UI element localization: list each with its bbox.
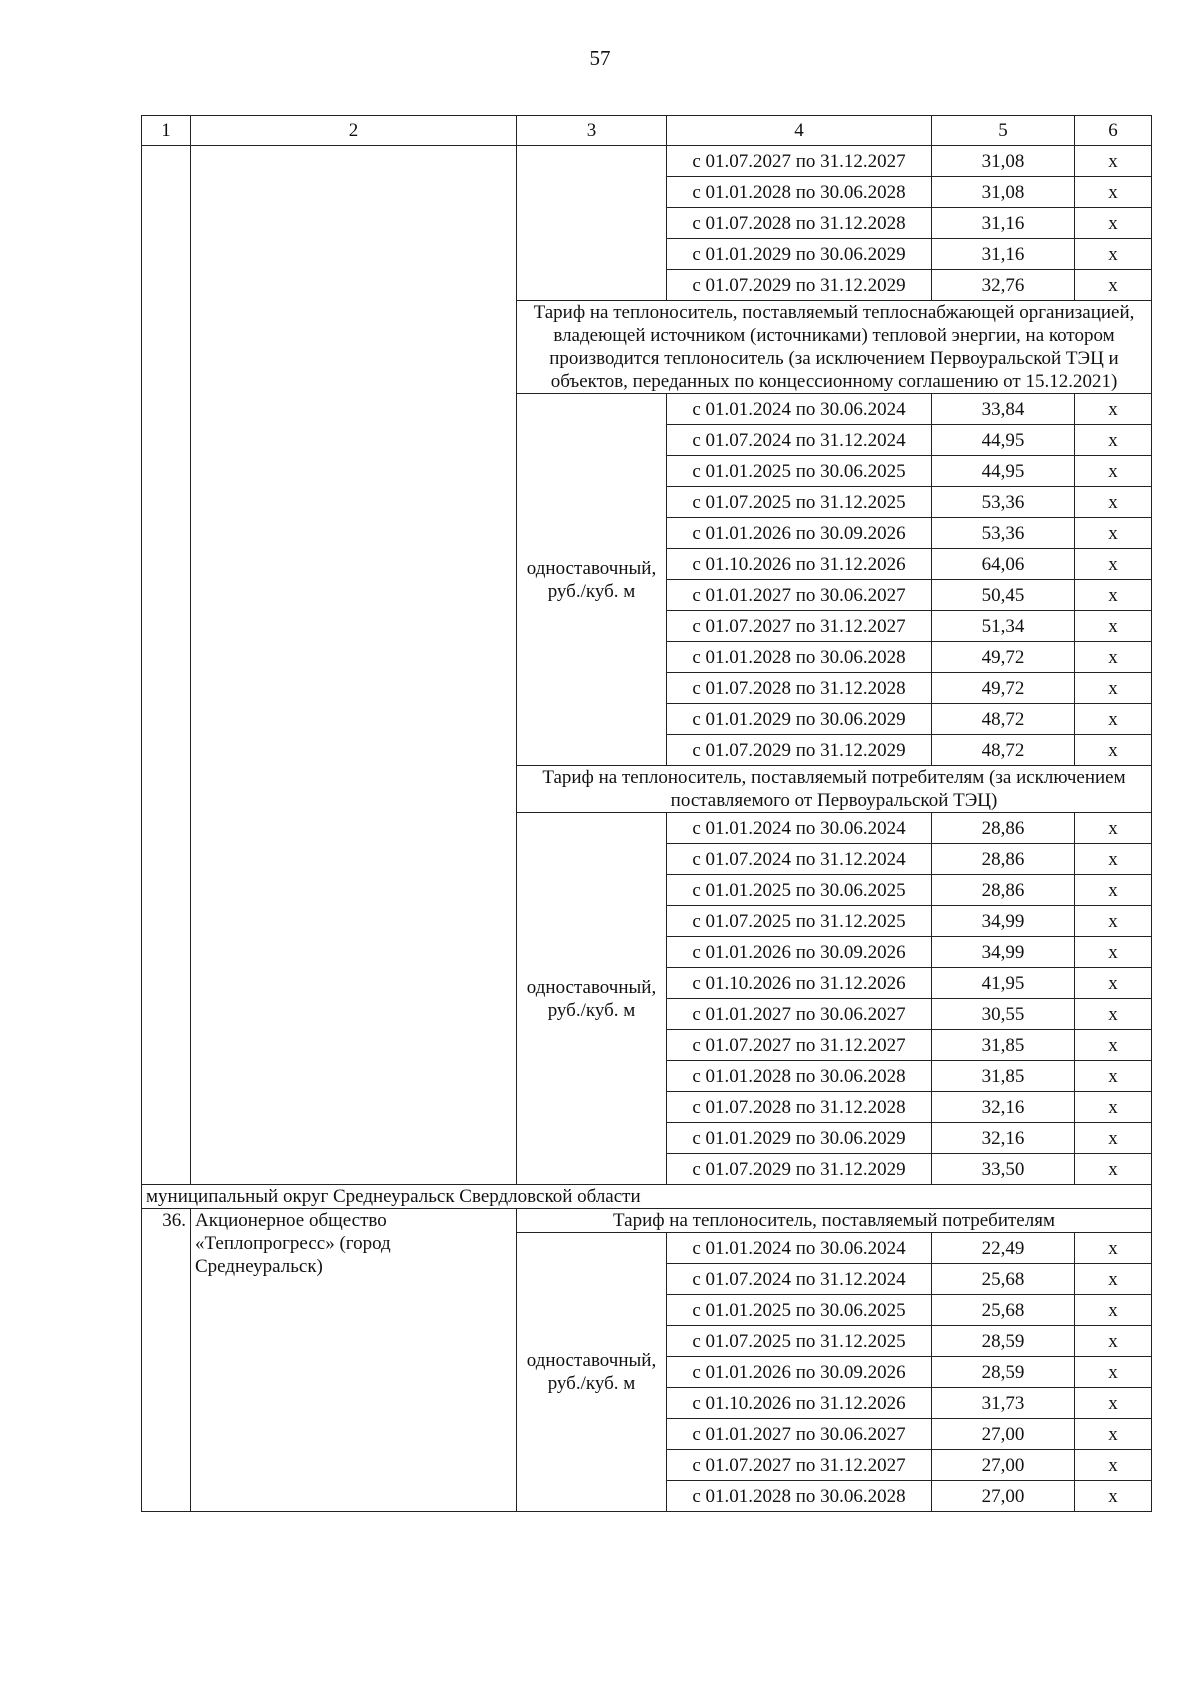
value-cell: 25,68 bbox=[932, 1264, 1075, 1295]
period-cell: с 01.01.2026 по 30.09.2026 bbox=[667, 518, 932, 549]
value-cell: 32,16 bbox=[932, 1123, 1075, 1154]
value-cell: 31,85 bbox=[932, 1061, 1075, 1092]
value-cell: 27,00 bbox=[932, 1450, 1075, 1481]
period-cell: с 01.01.2026 по 30.09.2026 bbox=[667, 937, 932, 968]
period-cell: с 01.01.2029 по 30.06.2029 bbox=[667, 704, 932, 735]
period-cell: с 01.10.2026 по 31.12.2026 bbox=[667, 549, 932, 580]
value-cell: 28,59 bbox=[932, 1357, 1075, 1388]
period-cell: с 01.07.2029 по 31.12.2029 bbox=[667, 270, 932, 301]
mark-cell: х bbox=[1075, 1264, 1152, 1295]
value-cell: 27,00 bbox=[932, 1419, 1075, 1450]
mark-cell: х bbox=[1075, 518, 1152, 549]
unit-cell: одноставочный, руб./куб. м bbox=[517, 394, 667, 766]
value-cell: 28,86 bbox=[932, 813, 1075, 844]
mark-cell: х bbox=[1075, 1295, 1152, 1326]
value-cell: 49,72 bbox=[932, 642, 1075, 673]
number-cell-empty bbox=[142, 146, 191, 1185]
mark-cell: х bbox=[1075, 177, 1152, 208]
mark-cell: х bbox=[1075, 1154, 1152, 1185]
mark-cell: х bbox=[1075, 394, 1152, 425]
header-cell: 1 bbox=[142, 116, 191, 146]
value-cell: 27,00 bbox=[932, 1481, 1075, 1512]
period-cell: с 01.07.2024 по 31.12.2024 bbox=[667, 425, 932, 456]
mark-cell: х bbox=[1075, 456, 1152, 487]
header-cell: 5 bbox=[932, 116, 1075, 146]
value-cell: 34,99 bbox=[932, 937, 1075, 968]
period-cell: с 01.01.2025 по 30.06.2025 bbox=[667, 1295, 932, 1326]
period-cell: с 01.10.2026 по 31.12.2026 bbox=[667, 1388, 932, 1419]
value-cell: 31,85 bbox=[932, 1030, 1075, 1061]
mark-cell: х bbox=[1075, 1388, 1152, 1419]
mark-cell: х bbox=[1075, 906, 1152, 937]
value-cell: 49,72 bbox=[932, 673, 1075, 704]
value-cell: 31,73 bbox=[932, 1388, 1075, 1419]
value-cell: 28,86 bbox=[932, 875, 1075, 906]
value-cell: 25,68 bbox=[932, 1295, 1075, 1326]
mark-cell: х bbox=[1075, 968, 1152, 999]
mark-cell: х bbox=[1075, 425, 1152, 456]
period-cell: с 01.01.2027 по 30.06.2027 bbox=[667, 999, 932, 1030]
value-cell: 41,95 bbox=[932, 968, 1075, 999]
period-cell: с 01.07.2025 по 31.12.2025 bbox=[667, 487, 932, 518]
section-title: Тариф на теплоноситель, поставляемый потребителям (за исключением поставляемого от Первоуральской ТЭЦ) bbox=[517, 766, 1152, 813]
value-cell: 53,36 bbox=[932, 487, 1075, 518]
period-cell: с 01.01.2028 по 30.06.2028 bbox=[667, 1481, 932, 1512]
mark-cell: х bbox=[1075, 673, 1152, 704]
mark-cell: х bbox=[1075, 1450, 1152, 1481]
value-cell: 53,36 bbox=[932, 518, 1075, 549]
mark-cell: х bbox=[1075, 549, 1152, 580]
page-number: 57 bbox=[589, 46, 611, 70]
mark-cell: х bbox=[1075, 704, 1152, 735]
header-cell: 3 bbox=[517, 116, 667, 146]
value-cell: 30,55 bbox=[932, 999, 1075, 1030]
period-cell: с 01.01.2029 по 30.06.2029 bbox=[667, 239, 932, 270]
period-cell: с 01.07.2024 по 31.12.2024 bbox=[667, 844, 932, 875]
unit-cell-empty bbox=[517, 146, 667, 301]
period-cell: с 01.07.2027 по 31.12.2027 bbox=[667, 611, 932, 642]
value-cell: 33,50 bbox=[932, 1154, 1075, 1185]
entry-number: 36. bbox=[142, 1209, 191, 1512]
header-row bbox=[142, 116, 1152, 146]
section-title: Тариф на теплоноситель, поставляемый теплоснабжающей организацией, владеющей источником (источниками) тепловой энергии, на котором производится теплоноситель (за исключением Первоуральской ТЭЦ и объектов, переданных по концессионному соглашению от 15.12.2021) bbox=[517, 301, 1152, 394]
value-cell: 22,49 bbox=[932, 1233, 1075, 1264]
period-cell: с 01.01.2024 по 30.06.2024 bbox=[667, 394, 932, 425]
period-cell: с 01.07.2028 по 31.12.2028 bbox=[667, 673, 932, 704]
organization-cell-empty bbox=[191, 146, 517, 1185]
period-cell: с 01.01.2026 по 30.09.2026 bbox=[667, 1357, 932, 1388]
period-cell: с 01.07.2028 по 31.12.2028 bbox=[667, 1092, 932, 1123]
mark-cell: х bbox=[1075, 875, 1152, 906]
mark-cell: х bbox=[1075, 813, 1152, 844]
period-cell: с 01.01.2028 по 30.06.2028 bbox=[667, 642, 932, 673]
period-cell: с 01.07.2025 по 31.12.2025 bbox=[667, 906, 932, 937]
mark-cell: х bbox=[1075, 611, 1152, 642]
mark-cell: х bbox=[1075, 270, 1152, 301]
period-cell: с 01.07.2029 по 31.12.2029 bbox=[667, 1154, 932, 1185]
mark-cell: х bbox=[1075, 937, 1152, 968]
period-cell: с 01.01.2025 по 30.06.2025 bbox=[667, 456, 932, 487]
value-cell: 64,06 bbox=[932, 549, 1075, 580]
organization-name: Акционерное общество «Теплопрогресс» (город Среднеуральск) bbox=[191, 1209, 517, 1512]
value-cell: 44,95 bbox=[932, 456, 1075, 487]
mark-cell: х bbox=[1075, 1123, 1152, 1154]
header-cell: 2 bbox=[191, 116, 517, 146]
value-cell: 33,84 bbox=[932, 394, 1075, 425]
header-cell: 4 bbox=[667, 116, 932, 146]
mark-cell: х bbox=[1075, 1030, 1152, 1061]
value-cell: 48,72 bbox=[932, 735, 1075, 766]
period-cell: с 01.01.2027 по 30.06.2027 bbox=[667, 1419, 932, 1450]
value-cell: 31,08 bbox=[932, 177, 1075, 208]
mark-cell: х bbox=[1075, 208, 1152, 239]
region-title: муниципальный округ Среднеуральск Свердловской области bbox=[142, 1185, 1152, 1209]
tariff-table bbox=[141, 115, 1152, 1512]
tariff-table-body bbox=[142, 116, 1152, 1512]
value-cell: 31,08 bbox=[932, 146, 1075, 177]
value-cell: 32,16 bbox=[932, 1092, 1075, 1123]
value-cell: 51,34 bbox=[932, 611, 1075, 642]
mark-cell: х bbox=[1075, 999, 1152, 1030]
period-cell: с 01.01.2024 по 30.06.2024 bbox=[667, 1233, 932, 1264]
entry-title-row bbox=[142, 1209, 1152, 1233]
region-row bbox=[142, 1185, 1152, 1209]
mark-cell: х bbox=[1075, 844, 1152, 875]
period-cell: с 01.01.2025 по 30.06.2025 bbox=[667, 875, 932, 906]
value-cell: 44,95 bbox=[932, 425, 1075, 456]
mark-cell: х bbox=[1075, 146, 1152, 177]
mark-cell: х bbox=[1075, 1481, 1152, 1512]
value-cell: 32,76 bbox=[932, 270, 1075, 301]
mark-cell: х bbox=[1075, 239, 1152, 270]
value-cell: 34,99 bbox=[932, 906, 1075, 937]
period-cell: с 01.01.2027 по 30.06.2027 bbox=[667, 580, 932, 611]
mark-cell: х bbox=[1075, 1326, 1152, 1357]
period-cell: с 01.07.2024 по 31.12.2024 bbox=[667, 1264, 932, 1295]
period-cell: с 01.07.2025 по 31.12.2025 bbox=[667, 1326, 932, 1357]
mark-cell: х bbox=[1075, 735, 1152, 766]
header-cell: 6 bbox=[1075, 116, 1152, 146]
period-cell: с 01.07.2029 по 31.12.2029 bbox=[667, 735, 932, 766]
unit-cell: одноставочный, руб./куб. м bbox=[517, 1233, 667, 1512]
value-cell: 31,16 bbox=[932, 208, 1075, 239]
period-cell: с 01.07.2027 по 31.12.2027 bbox=[667, 1030, 932, 1061]
period-cell: с 01.07.2027 по 31.12.2027 bbox=[667, 146, 932, 177]
mark-cell: х bbox=[1075, 1092, 1152, 1123]
period-cell: с 01.07.2027 по 31.12.2027 bbox=[667, 1450, 932, 1481]
mark-cell: х bbox=[1075, 580, 1152, 611]
value-cell: 31,16 bbox=[932, 239, 1075, 270]
mark-cell: х bbox=[1075, 1419, 1152, 1450]
period-cell: с 01.01.2028 по 30.06.2028 bbox=[667, 1061, 932, 1092]
value-cell: 28,59 bbox=[932, 1326, 1075, 1357]
period-cell: с 01.10.2026 по 31.12.2026 bbox=[667, 968, 932, 999]
period-cell: с 01.01.2024 по 30.06.2024 bbox=[667, 813, 932, 844]
mark-cell: х bbox=[1075, 487, 1152, 518]
section-title: Тариф на теплоноситель, поставляемый потребителям bbox=[517, 1209, 1152, 1233]
value-cell: 48,72 bbox=[932, 704, 1075, 735]
period-cell: с 01.01.2028 по 30.06.2028 bbox=[667, 177, 932, 208]
value-cell: 50,45 bbox=[932, 580, 1075, 611]
value-cell: 28,86 bbox=[932, 844, 1075, 875]
mark-cell: х bbox=[1075, 1061, 1152, 1092]
period-cell: с 01.07.2028 по 31.12.2028 bbox=[667, 208, 932, 239]
unit-cell: одноставочный, руб./куб. м bbox=[517, 813, 667, 1185]
mark-cell: х bbox=[1075, 1357, 1152, 1388]
period-cell: с 01.01.2029 по 30.06.2029 bbox=[667, 1123, 932, 1154]
table-row bbox=[142, 146, 1152, 177]
mark-cell: х bbox=[1075, 642, 1152, 673]
mark-cell: х bbox=[1075, 1233, 1152, 1264]
